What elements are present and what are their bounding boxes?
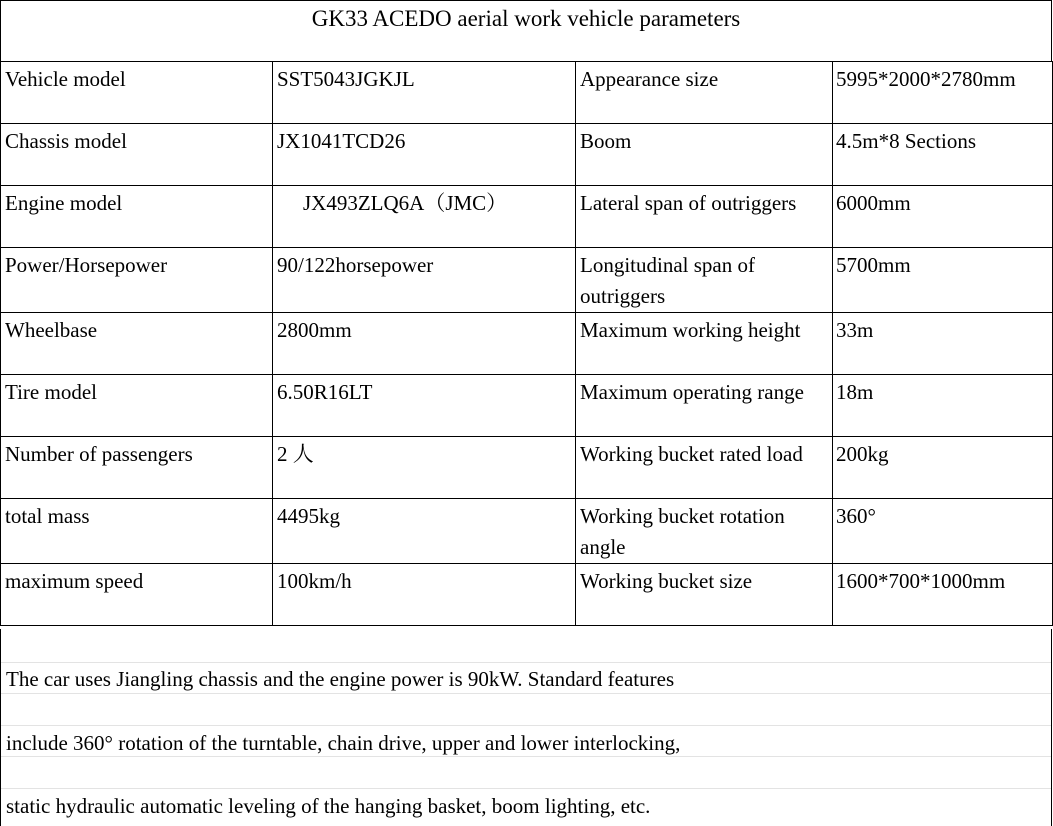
table-row <box>1 437 1053 499</box>
table-row <box>1 313 1053 375</box>
param-value: 6000mm <box>833 186 1053 248</box>
table-row <box>1 62 1053 124</box>
param-value: 90/122horsepower <box>273 248 576 313</box>
table-row <box>1 248 1053 313</box>
param-value: SST5043JGKJL <box>273 62 576 124</box>
note-line-2: include 360° rotation of the turntable, chain drive, upper and lower interlocking, <box>6 731 681 755</box>
param-value: 200kg <box>833 437 1053 499</box>
table-row <box>1 499 1053 564</box>
param-label: maximum speed <box>1 564 273 626</box>
param-label: Tire model <box>1 375 273 437</box>
param-value: 360° <box>833 499 1053 564</box>
param-label: Chassis model <box>1 124 273 186</box>
param-label: Working bucket rated load <box>576 437 833 499</box>
table-row <box>1 375 1053 437</box>
param-label: Power/Horsepower <box>1 248 273 313</box>
param-value: 6.50R16LT <box>273 375 576 437</box>
param-label: Working bucket rotation angle <box>576 499 833 564</box>
parameters-table <box>0 61 1053 626</box>
row-divider <box>1 788 1051 789</box>
param-value: JX493ZLQ6A（JMC） <box>273 186 576 248</box>
param-value: 5700mm <box>833 248 1053 313</box>
param-label: Longitudinal span of outriggers <box>576 248 833 313</box>
param-value: JX1041TCD26 <box>273 124 576 186</box>
param-label: Vehicle model <box>1 62 273 124</box>
param-value: 18m <box>833 375 1053 437</box>
param-value: 1600*700*1000mm <box>833 564 1053 626</box>
row-divider <box>1 662 1051 663</box>
param-label: total mass <box>1 499 273 564</box>
table-row <box>1 186 1053 248</box>
param-value: 4495kg <box>273 499 576 564</box>
param-label: Maximum operating range <box>576 375 833 437</box>
table-row <box>1 124 1053 186</box>
row-divider <box>1 725 1051 726</box>
param-value: 2 人 <box>273 437 576 499</box>
param-value: 33m <box>833 313 1053 375</box>
param-label: Number of passengers <box>1 437 273 499</box>
param-label: Engine model <box>1 186 273 248</box>
param-label: Lateral span of outriggers <box>576 186 833 248</box>
table-row <box>1 564 1053 626</box>
param-label: Wheelbase <box>1 313 273 375</box>
param-value: 2800mm <box>273 313 576 375</box>
note-line-1: The car uses Jiangling chassis and the engine power is 90kW. Standard features <box>6 667 675 691</box>
note-line-3: static hydraulic automatic leveling of the hanging basket, boom lighting, etc. <box>6 794 651 818</box>
param-value: 5995*2000*2780mm <box>833 62 1053 124</box>
param-label: Maximum working height <box>576 313 833 375</box>
notes-section <box>0 629 1052 826</box>
sheet-title: GK33 ACEDO aerial work vehicle parameters <box>0 0 1052 62</box>
param-label: Boom <box>576 124 833 186</box>
param-value: 100km/h <box>273 564 576 626</box>
param-value: 4.5m*8 Sections <box>833 124 1053 186</box>
param-label: Working bucket size <box>576 564 833 626</box>
param-label: Appearance size <box>576 62 833 124</box>
